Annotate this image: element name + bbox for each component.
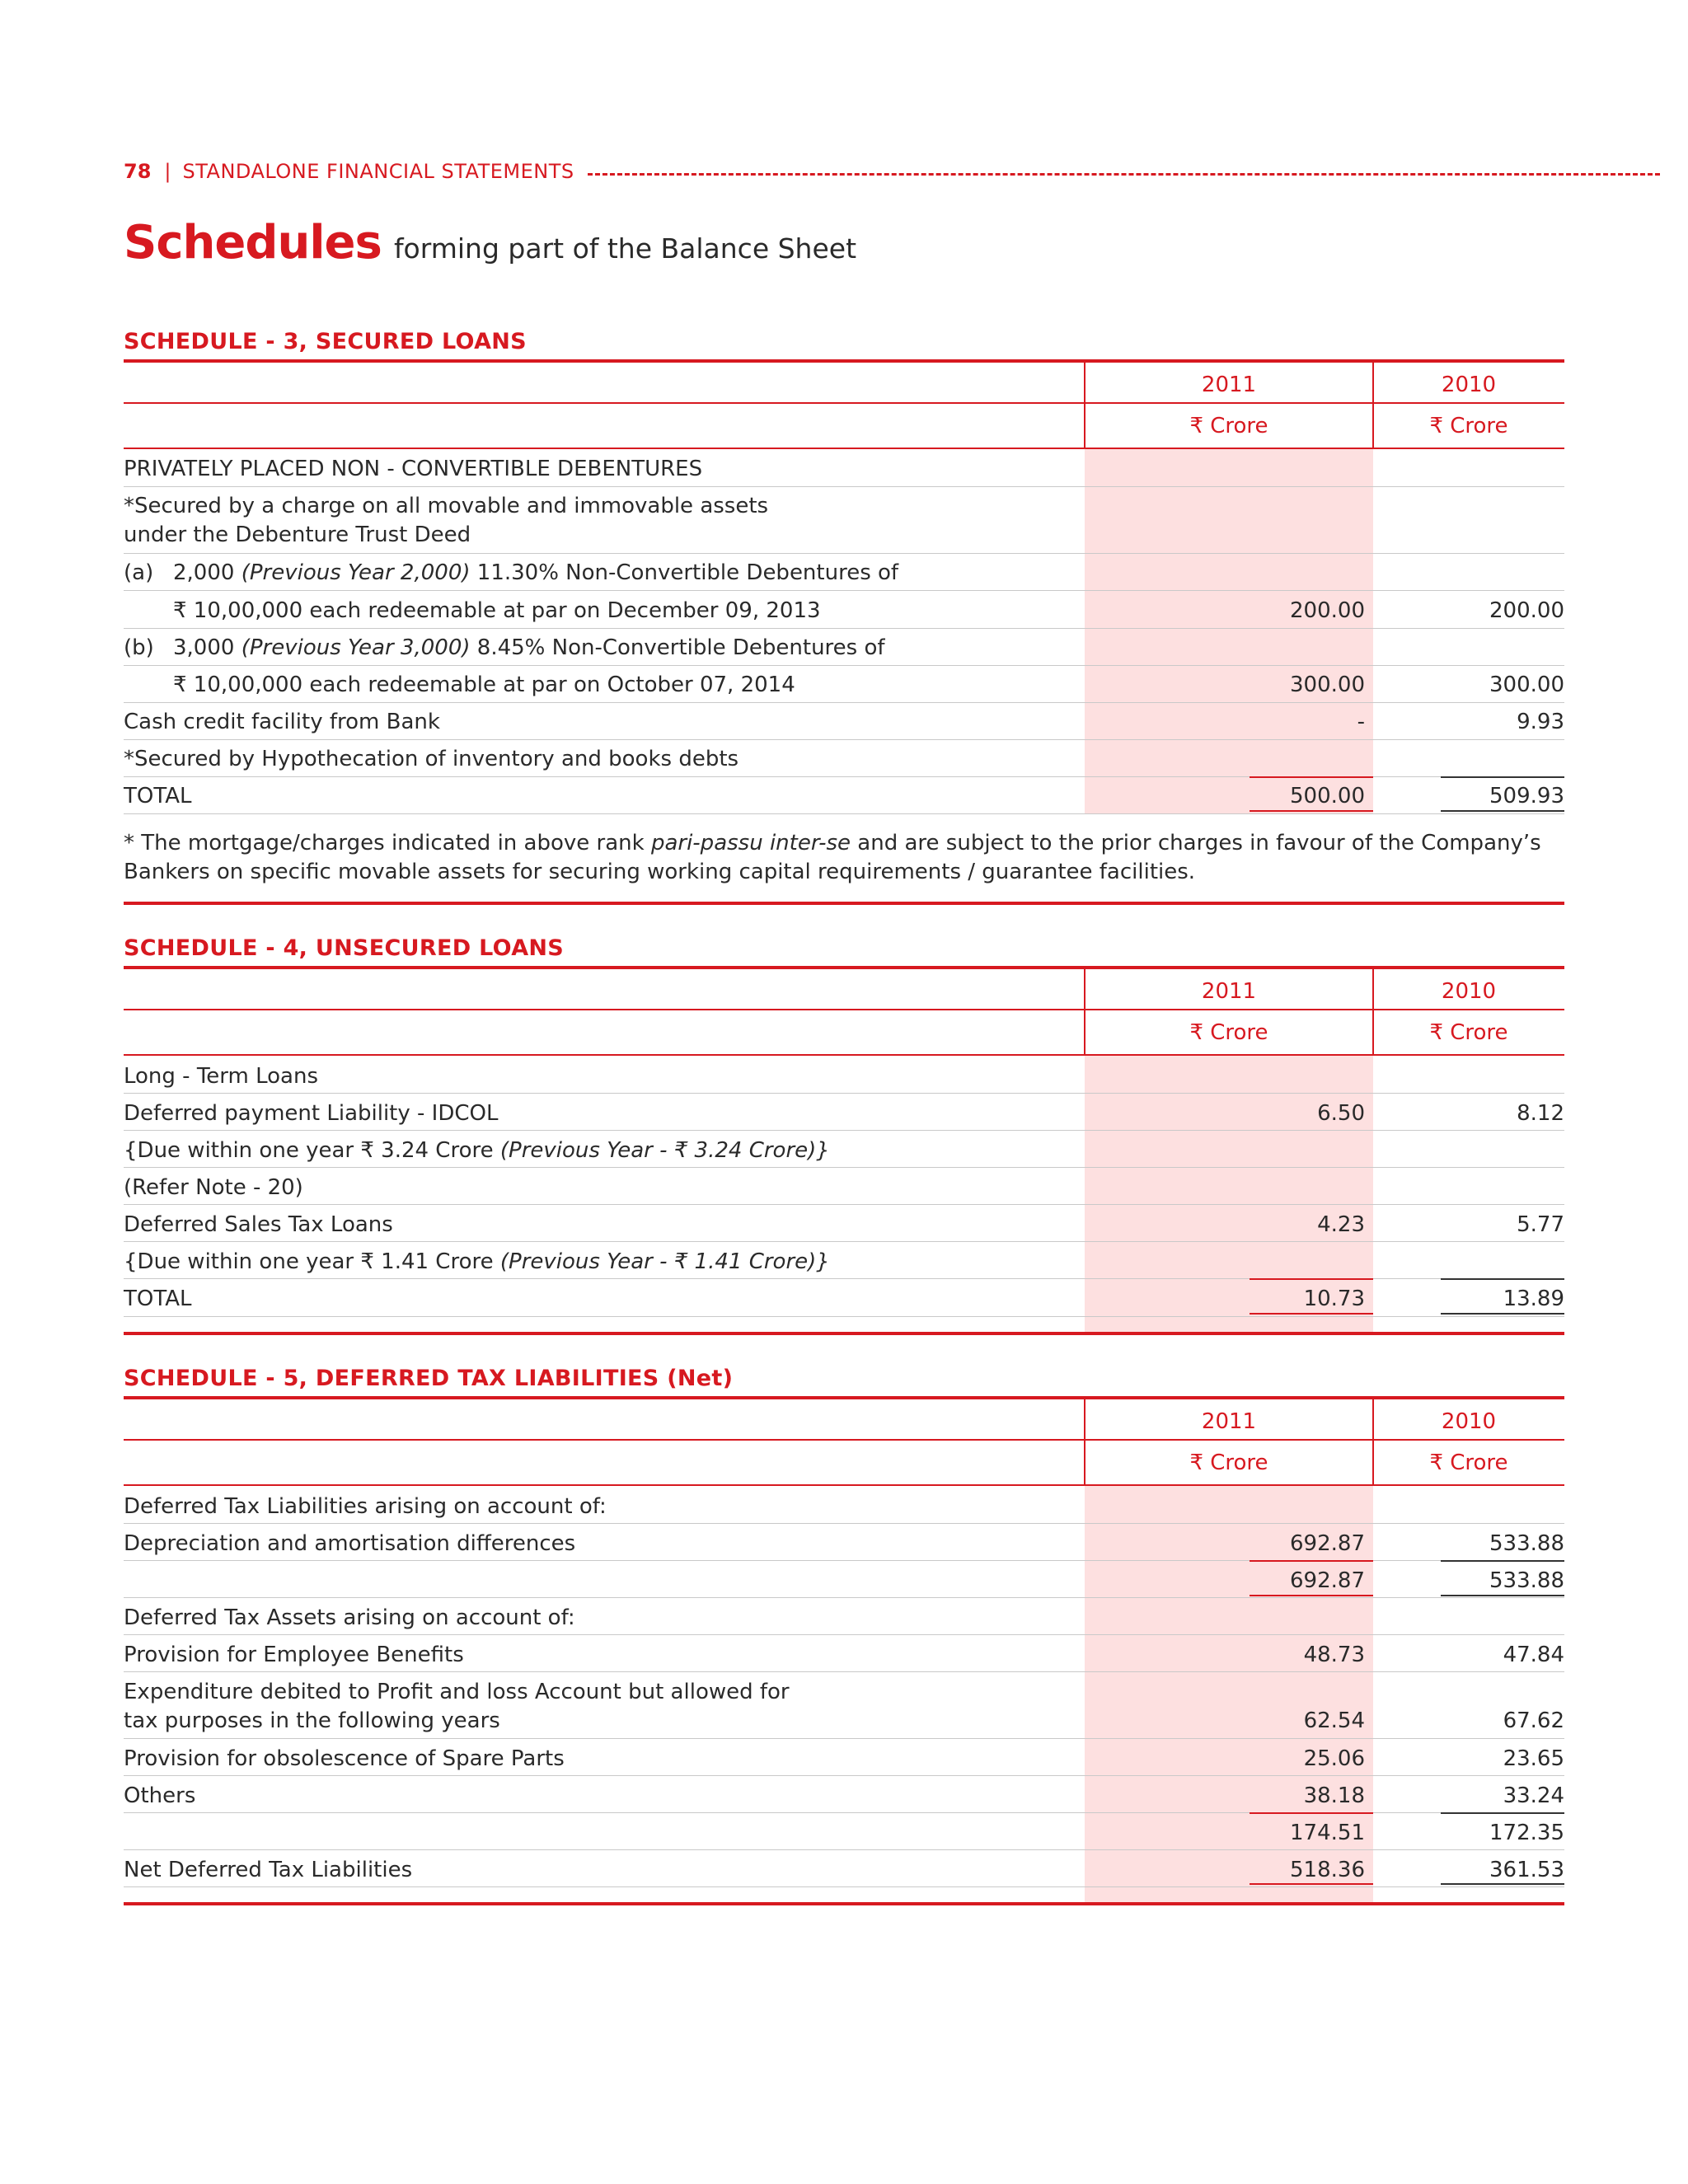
subtotal-underline-2010 xyxy=(1441,1595,1564,1596)
footnote-text: and are subject to the prior charges in favour of the Company’s Bankers on specific movable assets for securing working capital requirements / guarantee facilities. xyxy=(124,831,1541,884)
row-label: Deferred Sales Tax Loans xyxy=(124,1212,393,1237)
row-label: Deferred Tax Liabilities arising on account of: xyxy=(124,1494,607,1519)
row-divider xyxy=(124,1886,1564,1887)
label-text: 3,000 xyxy=(173,635,241,660)
title-subtitle: forming part of the Balance Sheet xyxy=(393,232,857,265)
row-divider xyxy=(124,590,1564,591)
total-2011: 500.00 xyxy=(1290,784,1365,808)
row-divider xyxy=(124,1316,1564,1317)
header-bottom-rule xyxy=(124,448,1564,449)
page-header xyxy=(124,157,1660,186)
label-text: {Due within one year ₹ 3.24 Crore xyxy=(124,1138,500,1163)
label-text: {Due within one year ₹ 1.41 Crore xyxy=(124,1249,500,1274)
row-label: Deferred Tax Assets arising on account of: xyxy=(124,1605,575,1630)
value-2011: 4.23 xyxy=(1317,1212,1365,1237)
row-label-line: under the Debenture Trust Deed xyxy=(124,523,471,547)
value-2010: 200.00 xyxy=(1489,598,1564,623)
row-label: Long - Term Loans xyxy=(124,1064,319,1089)
value-2010: 533.88 xyxy=(1489,1531,1564,1556)
header-dashed-rule xyxy=(588,173,1660,176)
table-top-rule xyxy=(124,359,1564,363)
row-divider xyxy=(124,1634,1564,1635)
footnote xyxy=(124,829,1564,887)
value-2010: 300.00 xyxy=(1489,673,1564,697)
row-divider xyxy=(124,1671,1564,1672)
schedule-title: SCHEDULE - 3, SECURED LOANS xyxy=(124,329,527,354)
column-header-2011: 2011 xyxy=(1201,1409,1257,1434)
value-2011: 62.54 xyxy=(1303,1708,1365,1733)
column-divider xyxy=(1084,359,1085,448)
total-2011: 10.73 xyxy=(1303,1286,1365,1311)
row-label xyxy=(124,559,1071,588)
label-text: 8.45% Non-Convertible Debentures of xyxy=(470,635,885,660)
header-rule xyxy=(124,1439,1564,1441)
row-divider xyxy=(124,1738,1564,1739)
row-label: Depreciation and amortisation differences xyxy=(124,1531,576,1556)
row-label: Provision for obsolescence of Spare Parts xyxy=(124,1746,565,1771)
total-2010: 13.89 xyxy=(1503,1286,1564,1311)
table-top-rule xyxy=(124,966,1564,969)
total-underline-2011 xyxy=(1250,1313,1373,1315)
label-text: 11.30% Non-Convertible Debentures of xyxy=(470,560,899,585)
unit-header-2011: ₹ Crore xyxy=(1189,414,1268,438)
column-header-2010: 2010 xyxy=(1441,1409,1497,1434)
row-label: ₹ 10,00,000 each redeemable at par on October 07, 2014 xyxy=(173,673,795,697)
row-divider xyxy=(124,1241,1564,1242)
row-label: Provision for Employee Benefits xyxy=(124,1643,464,1667)
column-divider xyxy=(1372,966,1374,1055)
header-rule xyxy=(124,1009,1564,1010)
unit-header-2011: ₹ Crore xyxy=(1189,1451,1268,1475)
page-number: 78 xyxy=(124,160,152,183)
value-2010: 47.84 xyxy=(1503,1643,1564,1667)
column-header-2010: 2010 xyxy=(1441,979,1497,1004)
unit-header-2010: ₹ Crore xyxy=(1429,1451,1508,1475)
header-rule xyxy=(124,402,1564,404)
subtotal-rule-2010 xyxy=(1441,1278,1564,1280)
row-label: *Secured by Hypothecation of inventory and books debts xyxy=(124,747,739,771)
row-divider xyxy=(124,739,1564,740)
column-divider xyxy=(1372,359,1374,448)
label-italic: (Previous Year 3,000) xyxy=(241,635,471,660)
column-divider xyxy=(1372,1396,1374,1485)
row-label: PRIVATELY PLACED NON - CONVERTIBLE DEBENTURES xyxy=(124,457,703,481)
row-divider xyxy=(124,1204,1564,1205)
row-divider xyxy=(124,1597,1564,1598)
value-2011: 300.00 xyxy=(1290,673,1365,697)
unit-header-2010: ₹ Crore xyxy=(1429,1020,1508,1045)
row-label xyxy=(124,1678,1071,1736)
row-label xyxy=(124,634,1071,663)
row-label: ₹ 10,00,000 each redeemable at par on December 09, 2013 xyxy=(173,598,821,623)
value-2011: - xyxy=(1357,710,1365,734)
column-header-2010: 2010 xyxy=(1441,373,1497,397)
row-label: Deferred payment Liability - IDCOL xyxy=(124,1101,499,1126)
column-header-2011: 2011 xyxy=(1201,373,1257,397)
page-title xyxy=(124,216,856,269)
row-label xyxy=(124,1248,1071,1277)
value-2010: 67.62 xyxy=(1503,1708,1564,1733)
subtotal-rule-2011 xyxy=(1250,1812,1373,1814)
row-divider xyxy=(124,1167,1564,1168)
row-label: TOTAL xyxy=(124,784,192,808)
value-2011: 38.18 xyxy=(1303,1783,1365,1808)
row-label: Others xyxy=(124,1783,196,1808)
item-tag: (a) xyxy=(124,560,154,585)
total-underline-2010 xyxy=(1441,1313,1564,1315)
row-divider xyxy=(124,702,1564,703)
subtotal-2010: 533.88 xyxy=(1489,1568,1564,1593)
total-underline-2010 xyxy=(1441,1883,1564,1885)
row-divider xyxy=(124,1130,1564,1131)
column-header-2011: 2011 xyxy=(1201,979,1257,1004)
footnote-italic: pari-passu inter-se xyxy=(650,831,851,855)
total-underline-2011 xyxy=(1250,810,1373,812)
row-label-line: tax purposes in the following years xyxy=(124,1708,500,1733)
total-2011: 518.36 xyxy=(1290,1858,1365,1882)
header-separator: | xyxy=(164,160,171,183)
value-2011: 25.06 xyxy=(1303,1746,1365,1771)
subtotal-2011: 692.87 xyxy=(1290,1568,1365,1593)
header-bottom-rule xyxy=(124,1484,1564,1486)
subtotal-rule-2011 xyxy=(1250,1278,1373,1280)
label-italic: (Previous Year 2,000) xyxy=(241,560,471,585)
row-label xyxy=(124,1137,1071,1165)
value-2011: 692.87 xyxy=(1290,1531,1365,1556)
row-divider xyxy=(124,553,1564,554)
total-2010: 361.53 xyxy=(1489,1858,1564,1882)
total-underline-2011 xyxy=(1250,1883,1373,1885)
footnote-text: * The mortgage/charges indicated in above rank xyxy=(124,831,651,855)
row-label: Cash credit facility from Bank xyxy=(124,710,440,734)
row-divider xyxy=(124,665,1564,666)
subtotal-rule-2010 xyxy=(1441,1560,1564,1562)
schedule-end-rule xyxy=(124,1902,1564,1905)
table-top-rule xyxy=(124,1396,1564,1399)
value-2010: 5.77 xyxy=(1517,1212,1564,1237)
value-2011: 48.73 xyxy=(1303,1643,1365,1667)
subtotal-rule-2011 xyxy=(1250,776,1373,778)
label-italic: (Previous Year - ₹ 3.24 Crore)} xyxy=(499,1138,830,1163)
row-label xyxy=(124,492,1071,550)
total-underline-2010 xyxy=(1441,810,1564,812)
unit-header-2010: ₹ Crore xyxy=(1429,414,1508,438)
value-2011: 200.00 xyxy=(1290,598,1365,623)
row-divider xyxy=(124,1775,1564,1776)
schedule-end-rule xyxy=(124,902,1564,905)
row-label: (Refer Note - 20) xyxy=(124,1175,303,1200)
row-divider xyxy=(124,628,1564,629)
shaded-column-2011 xyxy=(1085,448,1373,813)
subtotal-underline-2011 xyxy=(1250,1595,1373,1596)
subtotal-rule-2010 xyxy=(1441,776,1564,778)
row-divider xyxy=(124,813,1564,814)
unit-header-2011: ₹ Crore xyxy=(1189,1020,1268,1045)
value-2010: 8.12 xyxy=(1517,1101,1564,1126)
row-divider xyxy=(124,1523,1564,1524)
row-divider xyxy=(124,1093,1564,1094)
title-main: Schedules xyxy=(124,216,382,269)
item-tag: (b) xyxy=(124,635,154,660)
schedule-end-rule xyxy=(124,1332,1564,1335)
subtotal-2011: 174.51 xyxy=(1290,1821,1365,1845)
value-2010: 9.93 xyxy=(1517,710,1564,734)
section-label: STANDALONE FINANCIAL STATEMENTS xyxy=(182,160,574,183)
row-label: Net Deferred Tax Liabilities xyxy=(124,1858,413,1882)
row-label-line: *Secured by a charge on all movable and immovable assets xyxy=(124,494,769,518)
label-text: 2,000 xyxy=(173,560,241,585)
row-label-line: Expenditure debited to Profit and loss Account but allowed for xyxy=(124,1680,790,1704)
value-2011: 6.50 xyxy=(1317,1101,1365,1126)
subtotal-rule-2011 xyxy=(1250,1560,1373,1562)
row-divider xyxy=(124,486,1564,487)
total-2010: 509.93 xyxy=(1489,784,1564,808)
value-2010: 33.24 xyxy=(1503,1783,1564,1808)
value-2010: 23.65 xyxy=(1503,1746,1564,1771)
column-divider xyxy=(1084,966,1085,1055)
column-divider xyxy=(1084,1396,1085,1485)
header-bottom-rule xyxy=(124,1054,1564,1056)
schedule-title: SCHEDULE - 5, DEFERRED TAX LIABILITIES (Net) xyxy=(124,1366,734,1391)
row-label: TOTAL xyxy=(124,1286,192,1311)
label-italic: (Previous Year - ₹ 1.41 Crore)} xyxy=(499,1249,830,1274)
schedule-title: SCHEDULE - 4, UNSECURED LOANS xyxy=(124,935,565,961)
subtotal-rule-2010 xyxy=(1441,1812,1564,1814)
row-divider xyxy=(124,1849,1564,1850)
subtotal-2010: 172.35 xyxy=(1489,1821,1564,1845)
